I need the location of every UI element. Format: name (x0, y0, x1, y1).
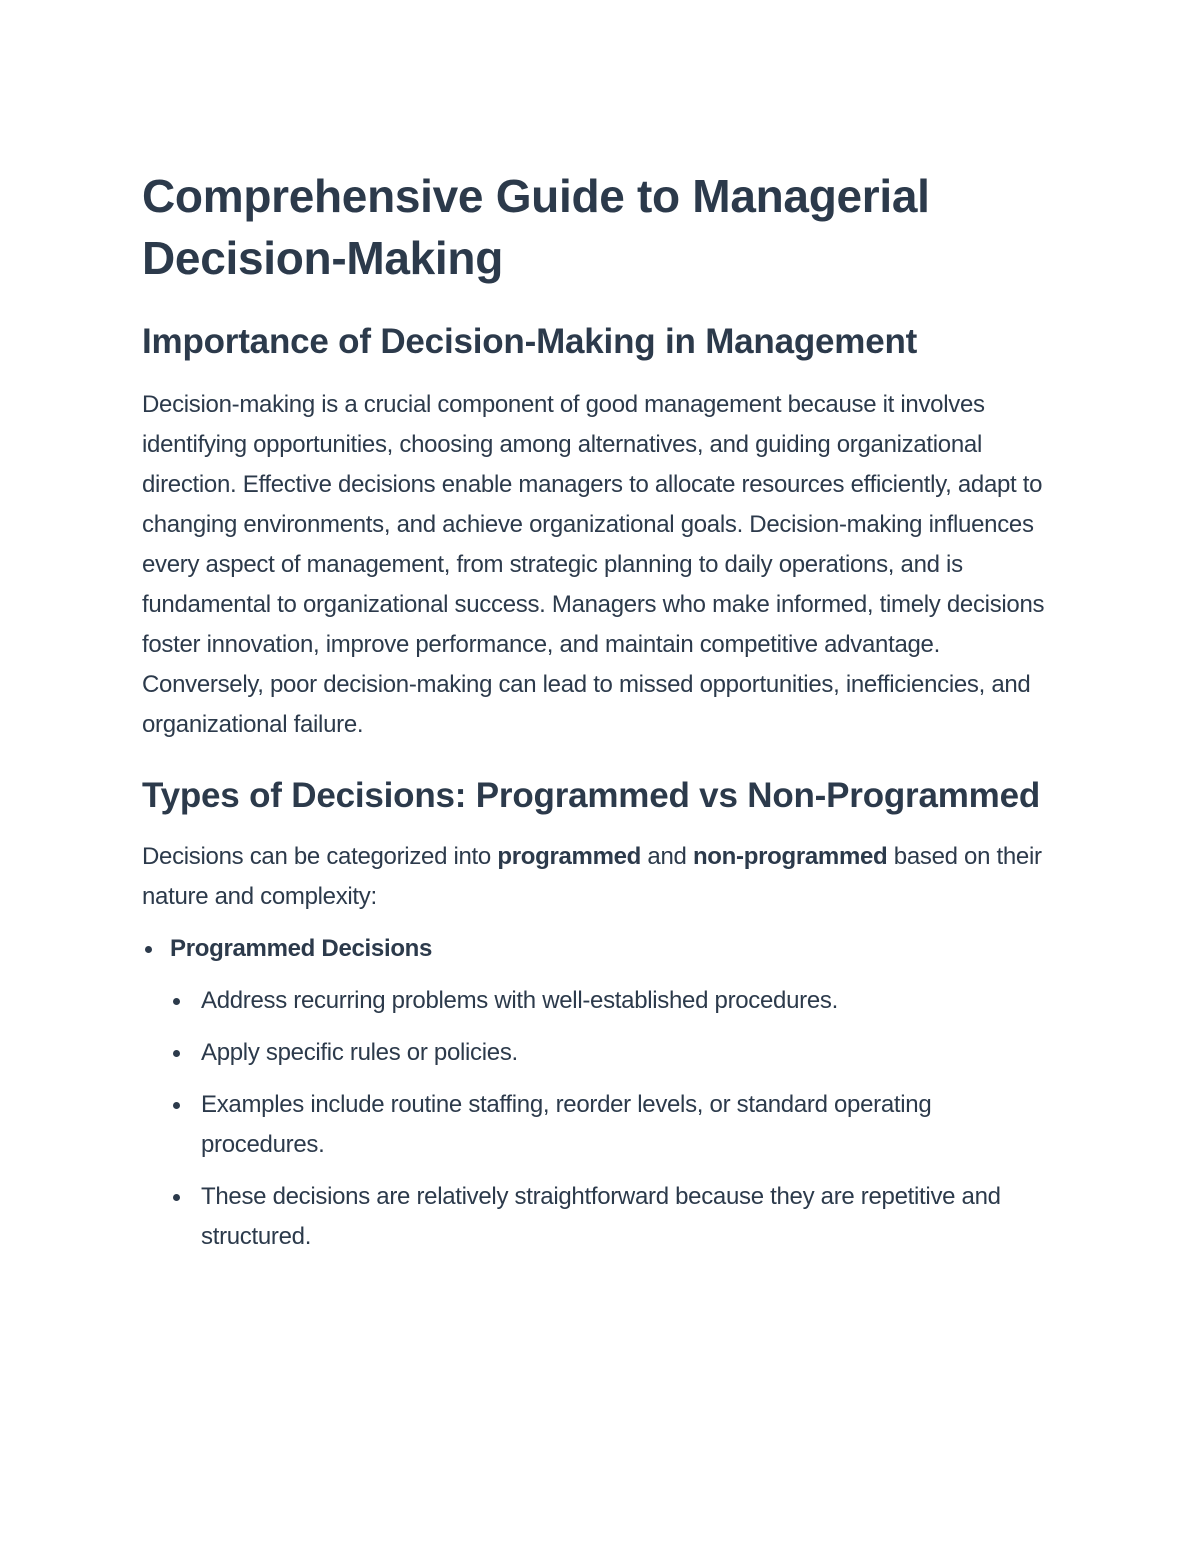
sublist-item-text: Apply specific rules or policies. (201, 1039, 518, 1066)
sublist-item (170, 1085, 1052, 1165)
section-heading-importance: Importance of Decision-Making in Management (142, 322, 918, 361)
list-item-programmed (142, 929, 1052, 1257)
bullet-icon (173, 1102, 180, 1109)
bullet-icon (173, 1050, 180, 1057)
list-item-title: Programmed Decisions (170, 935, 433, 962)
bullet-icon (145, 946, 152, 953)
intro-bold-programmed: programmed (497, 843, 642, 870)
section-heading-types: Types of Decisions: Programmed vs Non-Programmed (142, 776, 1041, 815)
programmed-sublist (170, 981, 1052, 1257)
document-title: Comprehensive Guide to Managerial Decision-Making (142, 170, 930, 284)
section-intro-types (142, 837, 1052, 917)
intro-text-after: based on their nature and complexity: (142, 843, 1042, 910)
sublist-item (170, 981, 1052, 1021)
sublist-item-text: Examples include routine staffing, reorder levels, or standard operating procedures. (201, 1091, 932, 1158)
intro-text-middle: and (641, 843, 693, 870)
bullet-icon (173, 998, 180, 1005)
intro-bold-non-programmed: non-programmed (692, 843, 888, 870)
section-paragraph-importance: Decision-making is a crucial component of good management because it involves identifying opportunities, choosing among alternatives, and guiding organizational direction. Effective decisions enable managers to allocate resources efficiently, adapt to changing environments, and achieve organizational goals. Decision-making influences every aspect of management, from strategic planning to daily operations, and is fundamental to organizational success. Managers who make informed, timely decisions foster innovation, improve performance, and maintain competitive advantage. Conversely, poor decision-making can lead to missed opportunities, inefficiencies, and organizational failure. (142, 391, 1045, 738)
intro-text-before: Decisions can be categorized into (142, 843, 498, 870)
document-page (142, 165, 1052, 1269)
sublist-item (170, 1033, 1052, 1073)
sublist-item (170, 1177, 1052, 1257)
sublist-item-text: Address recurring problems with well-established procedures. (201, 987, 838, 1014)
decision-types-list (142, 929, 1052, 1257)
sublist-item-text: These decisions are relatively straightforward because they are repetitive and structured. (201, 1183, 1001, 1250)
bullet-icon (173, 1194, 180, 1201)
